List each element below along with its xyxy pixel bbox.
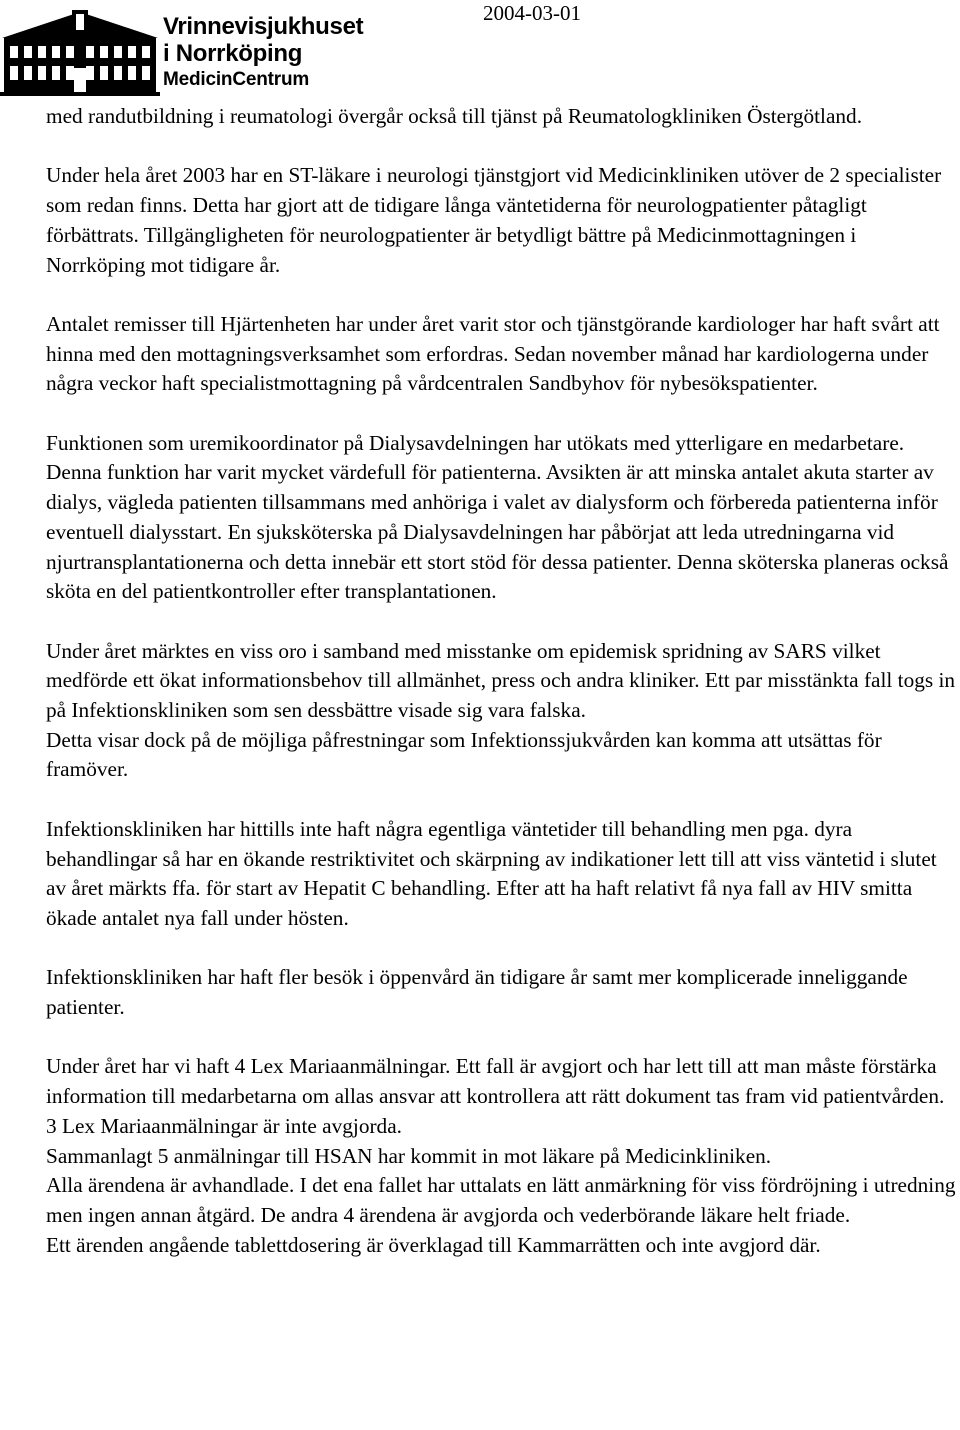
document-date: 2004-03-01 xyxy=(483,1,581,25)
paragraph-neurologi: Under hela året 2003 har en ST-läkare i neurologi tjänstgjort vid Medicinkliniken utöver de 2 specialister som redan finns. Detta har gjort att de tidigare långa väntetiderna för neurologpatienter påtagligt förbättrats. Tillgängligheten för neurologpatienter är betydligt bättre på Medicinmottagningen i Norrköping mot tidigare år. xyxy=(46,163,942,277)
paragraph-hjartenheten: Antalet remisser till Hjärtenheten har under året varit stor och tjänstgörande kardiologer har haft svårt att hinna med den mottagningsverksamhet som erfordras. Sedan november månad har kardiologerna under några veckor haft specialistmottagning på vårdcentralen Sandbyhov för nybesökspatienter. xyxy=(46,311,940,396)
document-body xyxy=(46,102,958,1260)
paragraph-arenden: Alla ärendena är avhandlade. I det ena fallet har uttalats en lätt anmärkning för viss fördröjning i utredning men ingen annan åtgärd. De andra 4 ärendena är avgjorda och vederbörande läkare helt friade. xyxy=(46,1173,956,1227)
logo-title-line-2: i Norrköping xyxy=(163,40,303,67)
paragraph-hsan: Sammanlagt 5 anmälningar till HSAN har kommit in mot läkare på Medicinkliniken. xyxy=(46,1143,772,1168)
hospital-logo xyxy=(0,8,400,102)
logo-title-line-1: Vrinnevisjukhuset xyxy=(163,13,364,40)
paragraph-lex-maria: Under året har vi haft 4 Lex Mariaanmälningar. Ett fall är avgjort och har lett till att man måste förstärka information till medarbetarna om allas ansvar att kontrollera att rätt dokument tas fram vid patientvården. 3 Lex Mariaanmälningar är inte avgjorda. xyxy=(46,1054,945,1138)
paragraph-vantetider: Infektionskliniken har hittills inte haft några egentliga väntetider till behandling men pga. dyra behandlingar så har en ökande restriktivitet och skärpning av indikationer lett till att viss väntetid i slutet av året märkts ffa. för start av Hepatit C behandling. Efter att ha haft relativt få nya fall av HIV smitta ökade antalet nya fall under hösten. xyxy=(46,816,937,930)
paragraph-infektionssjukvard: Detta visar dock på de möjliga påfrestningar som Infektionssjukvården kan komma att utsättas för framöver. xyxy=(46,727,882,782)
logo-title-line-3: MedicinCentrum xyxy=(163,69,310,90)
hospital-building-icon xyxy=(0,8,160,100)
paragraph-oppenvard: Infektionskliniken har haft fler besök i öppenvård än tidigare år samt mer komplicerade inneliggande patienter. xyxy=(46,965,908,1019)
paragraph-sars: Under året märktes en viss oro i samband med misstanke om epidemisk spridning av SARS vilket medförde ett ökat informationsbehov till allmänhet, press och andra kliniker. Ett par misstänkta fall togs in på Infektionskliniken som sen dessbättre visade sig vara falska. xyxy=(46,638,956,722)
paragraph-dialys: Funktionen som uremikoordinator på Dialysavdelningen har utökats med ytterligare en medarbetare. Denna funktion har varit mycket värdefull för patienterna. Avsikten är att minska antalet akuta starter av dialys, vägleda patienten tillsammans med anhöriga i valet av dialysform och förbereda patienterna inför eventuell dialysstart. En sjuksköterska på Dialysavdelningen har påbörjat att leda utredningarna vid njurtransplantationerna och detta innebär ett stort stöd för dessa patienter. Denna sköterska planeras också sköta en del patientkontroller efter transplantationen. xyxy=(46,430,949,604)
paragraph-reumatologi: med randutbildning i reumatologi övergår också till tjänst på Reumatologkliniken Östergötland. xyxy=(46,104,863,128)
paragraph-kammarratten: Ett ärenden angående tablettdosering är överklagad till Kammarrätten och inte avgjord där. xyxy=(46,1232,821,1257)
